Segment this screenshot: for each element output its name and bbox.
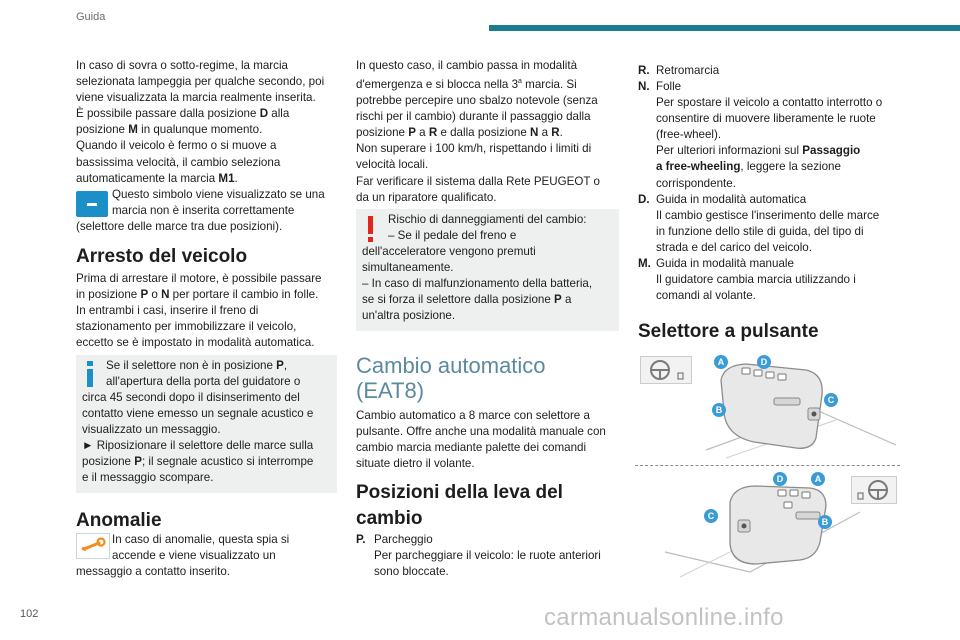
anomalie-paragraph: In caso di anomalie, questa spia si accende e viene visualizzato un	[112, 533, 290, 563]
paragraph-line: selezionata lampeggia per qualche secondo, poi	[76, 75, 325, 89]
heading-cambio-automatico: Cambio automatico (EAT8)	[356, 353, 546, 403]
paragraph-line: posizione M in qualunque momento.	[76, 123, 263, 137]
page-number: 102	[20, 608, 39, 620]
warning-line: dell'acceleratore vengono premuti	[362, 245, 536, 258]
paragraph-line: È possibile passare dalla posizione D alla	[76, 107, 290, 121]
info-line: e il messaggio scompare.	[82, 471, 214, 485]
callout-badge: A	[811, 472, 825, 486]
watermark: carmanualsonline.info	[544, 604, 784, 631]
info-line: circa 45 secondi dopo il disinserimento del	[82, 391, 300, 404]
callout-badge: D	[773, 472, 787, 486]
paragraph-line: Quando il veicolo è fermo o si muove a	[76, 139, 277, 153]
callout-badge: C	[704, 509, 718, 523]
info-line: visualizzato un messaggio.	[82, 423, 221, 437]
lhd-steering-icon	[640, 356, 692, 384]
column-2: In questo caso, il cambio passa in modalità d'emergenza e si blocca nella 3$^a$ marcia. Si potrebbe percepire uno sbalzo notevole (senza rischi per il cambio) durante il passaggio dalla posizione P a R e dalla posizione N a R. Non superare i 100 km/h, rispettando i limiti di velocità locali. Far verificare il sistema dalla Rete PEUGEOT o da un riparatore qualificato.	[356, 59, 600, 204]
section-title: Guida	[76, 11, 106, 23]
warning-icon	[366, 216, 376, 242]
info-line: contatto viene emesso un segnale acustico e	[82, 407, 314, 421]
heading-anomalie: Anomalie	[76, 510, 162, 531]
gear-warning-note-end: (selettore delle marce tra due posizioni).	[76, 220, 283, 233]
info-line: ► Riposizionare il selettore delle marce sulla	[82, 439, 314, 453]
header-accent-bar	[489, 25, 960, 31]
callout-badge: C	[824, 393, 838, 407]
callout-badge: D	[757, 355, 771, 369]
paragraph-line: In caso di sovra o sotto-regime, la marcia	[76, 59, 288, 72]
cambio-paragraph: Cambio automatico a 8 marce con selettore a pulsante. Offre anche una modalità manuale con cambio marcia mediante palette dei comandi situate dietro il volante.	[356, 409, 606, 471]
gear-warning-note: Questo simbolo viene visualizzato se una marcia non è inserita correttamente	[112, 188, 325, 218]
info-line: posizione P; il segnale acustico si interrompe	[82, 455, 314, 469]
warning-line: – In caso di malfunzionamento della batteria,	[362, 277, 593, 291]
callout-badge: B	[818, 515, 832, 529]
warning-line: simultaneamente.	[362, 261, 454, 275]
warning-line: un'altra posizione.	[362, 309, 456, 323]
figure-divider	[635, 465, 900, 466]
info-icon	[85, 361, 95, 387]
gear-not-engaged-icon	[76, 191, 108, 217]
info-box-text: Se il selettore non è in posizione P, all'apertura della porta del guidatore o	[106, 359, 301, 389]
paragraph-line: automaticamente la marcia M1.	[76, 171, 238, 185]
heading-arresto: Arresto del veicolo	[76, 246, 248, 267]
paragraph-line: viene visualizzata la marcia realmente inserita.	[76, 91, 316, 105]
button-selector-illustration-top	[696, 350, 906, 460]
arresto-paragraph: Prima di arrestare il motore, è possibile passare in posizione P o N per portare il cambio in folle. In entrambi i casi, inserire il freno di stazionamento per immobilizzare il veicolo, eccetto se è impostato in modalità automatica.	[76, 272, 322, 350]
callout-badge: B	[712, 403, 726, 417]
warning-box-text: Rischio di danneggiamenti del cambio: – Se il pedale del freno e	[388, 213, 587, 243]
column-1	[76, 58, 346, 187]
button-selector-illustration-bottom	[660, 472, 880, 582]
wrench-icon	[77, 534, 109, 558]
callout-badge: A	[714, 355, 728, 369]
heading-posizioni-leva: Posizioni della leva del cambio	[356, 482, 563, 529]
selector-button	[742, 368, 750, 374]
wrench-warning-icon	[76, 533, 110, 559]
heading-selettore: Selettore a pulsante	[638, 321, 819, 342]
paragraph-line: bassissima velocità, il cambio seleziona	[76, 155, 281, 169]
anomalie-line: messaggio a contatto inserito.	[76, 565, 231, 578]
warning-line: se si forza il selettore dalla posizione P a	[362, 293, 572, 307]
